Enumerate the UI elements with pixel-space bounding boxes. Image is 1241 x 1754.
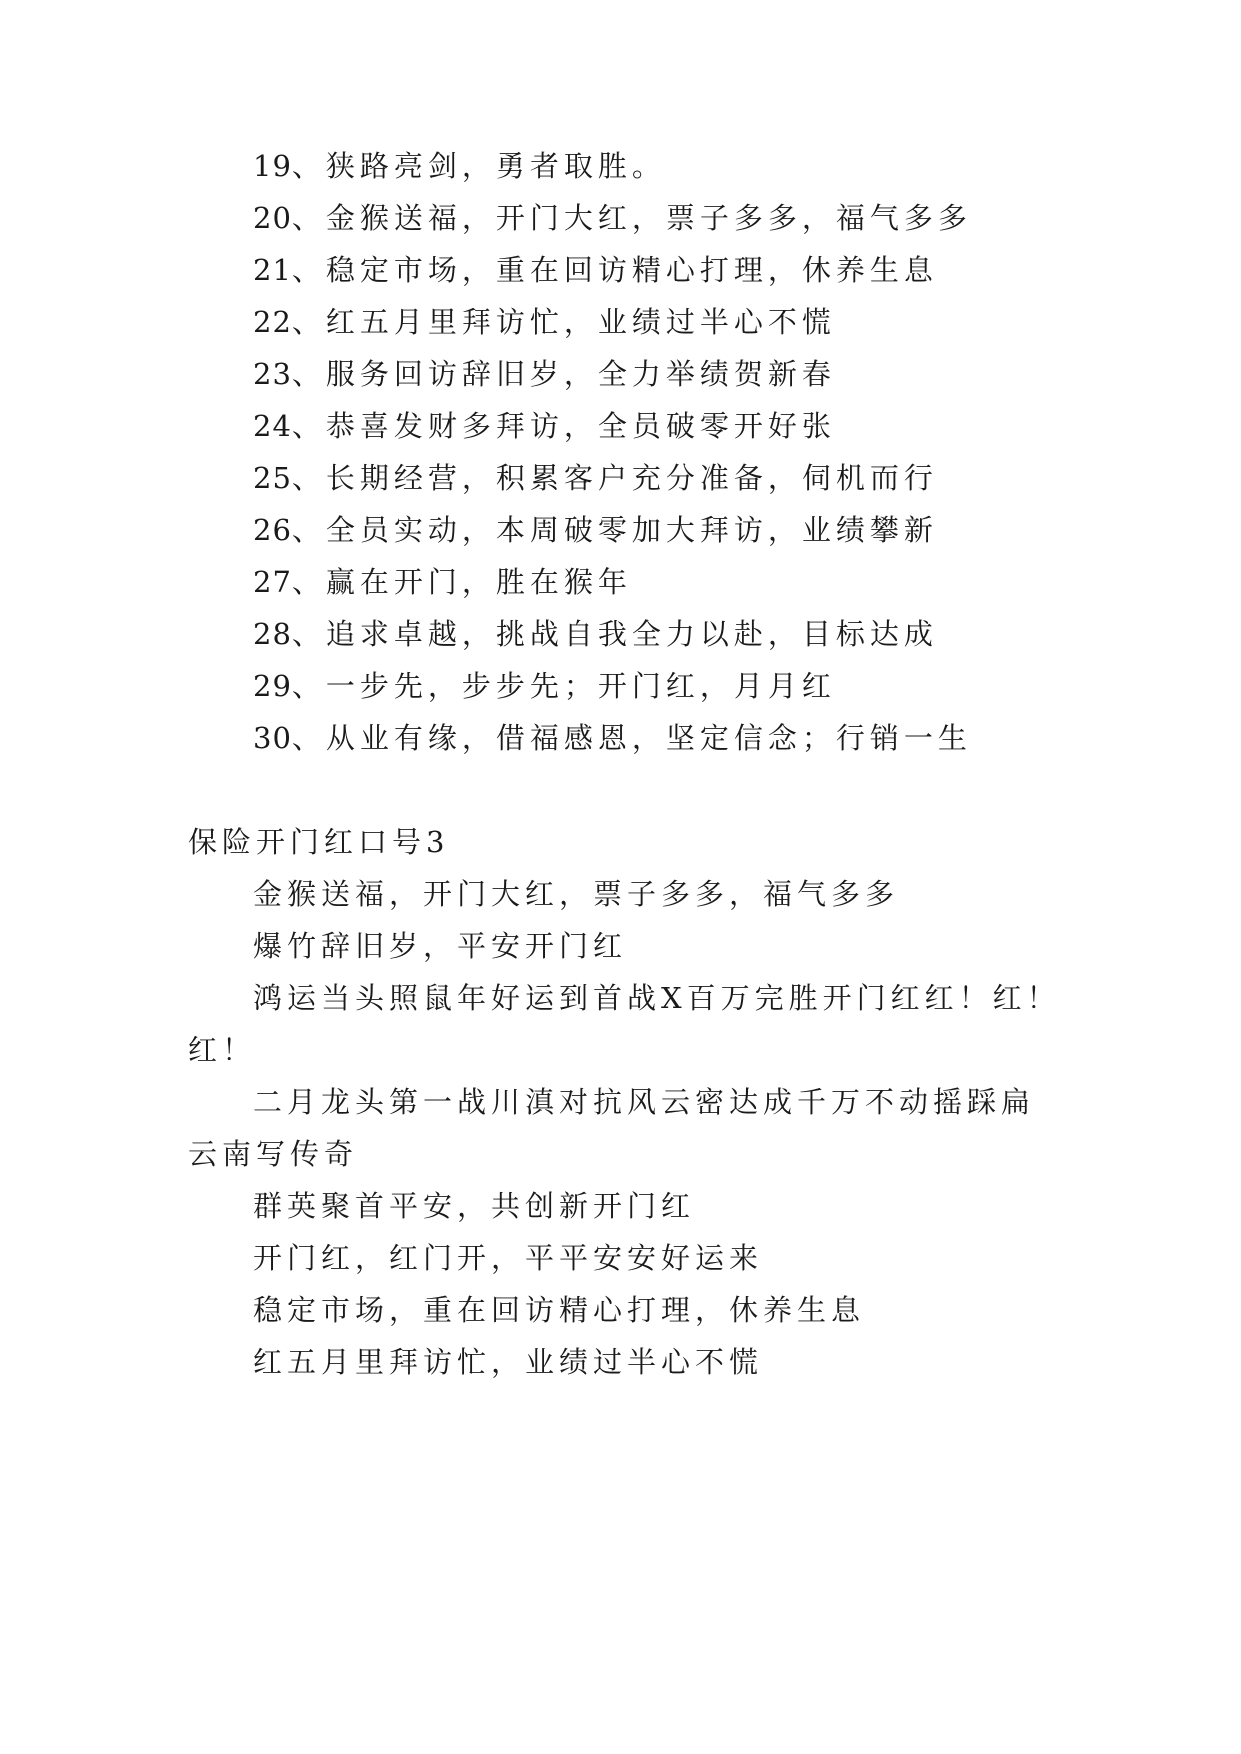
item-separator: 、 [291,253,326,287]
item-text: 红五月里拜访忙，业绩过半心不慌 [325,305,836,339]
list-item [253,354,836,394]
section-title: 保险开门红口号3 [188,825,450,859]
item-number: 27 [253,565,292,599]
item-number: 23 [253,357,292,391]
paragraph: 稳定市场，重在回访精心打理，休养生息 [253,1293,866,1327]
item-separator: 、 [291,669,326,703]
item-separator: 、 [291,357,326,391]
list-item [253,458,938,498]
item-text: 服务回访辞旧岁，全力举绩贺新春 [325,357,836,391]
paragraph: 二月龙头第一战川滇对抗风云密达成千万不动摇踩扁 [253,1085,1036,1119]
paragraph-continuation: 云南写传奇 [188,1137,359,1171]
item-text: 金猴送福，开门大红，票子多多，福气多多 [325,201,972,235]
list-item [253,146,666,186]
item-separator: 、 [291,149,326,183]
item-separator: 、 [291,721,326,755]
item-number: 24 [253,409,292,443]
item-text: 长期经营，积累客户充分准备，伺机而行 [325,461,938,495]
list-item [253,198,972,238]
item-number: 19 [253,149,292,183]
paragraph: 鸿运当头照鼠年好运到首战X百万完胜开门红红！红！ [253,981,1061,1015]
list-item [253,302,836,342]
list-item [253,718,972,758]
item-number: 26 [253,513,292,547]
paragraph: 金猴送福，开门大红，票子多多，福气多多 [253,877,900,911]
list-item [253,614,938,654]
item-separator: 、 [291,201,326,235]
item-text: 一步先，步步先；开门红，月月红 [325,669,836,703]
item-text: 从业有缘，借福感恩，坚定信念；行销一生 [325,721,972,755]
item-number: 22 [253,305,292,339]
item-number: 28 [253,617,292,651]
item-separator: 、 [291,617,326,651]
list-item [253,510,938,550]
item-text: 赢在开门，胜在猴年 [325,565,632,599]
item-text: 追求卓越，挑战自我全力以赴，目标达成 [325,617,938,651]
list-item [253,406,836,446]
paragraph: 群英聚首平安，共创新开门红 [253,1189,696,1223]
paragraph-continuation: 红！ [188,1033,257,1067]
item-separator: 、 [291,513,326,547]
item-number: 29 [253,669,292,703]
list-item [253,666,836,706]
item-text: 全员实动，本周破零加大拜访，业绩攀新 [325,513,938,547]
list-item [253,250,938,290]
item-separator: 、 [291,461,326,495]
item-text: 稳定市场，重在回访精心打理，休养生息 [325,253,938,287]
item-number: 30 [253,721,292,755]
item-separator: 、 [291,305,326,339]
item-separator: 、 [291,565,326,599]
item-separator: 、 [291,409,326,443]
list-item [253,562,632,602]
item-number: 21 [253,253,292,287]
paragraph: 红五月里拜访忙，业绩过半心不慌 [253,1345,764,1379]
paragraph: 开门红，红门开，平平安安好运来 [253,1241,764,1275]
item-number: 25 [253,461,292,495]
item-text: 狭路亮剑，勇者取胜。 [325,149,666,183]
paragraph: 爆竹辞旧岁，平安开门红 [253,929,628,963]
item-text: 恭喜发财多拜访，全员破零开好张 [325,409,836,443]
item-number: 20 [253,201,292,235]
